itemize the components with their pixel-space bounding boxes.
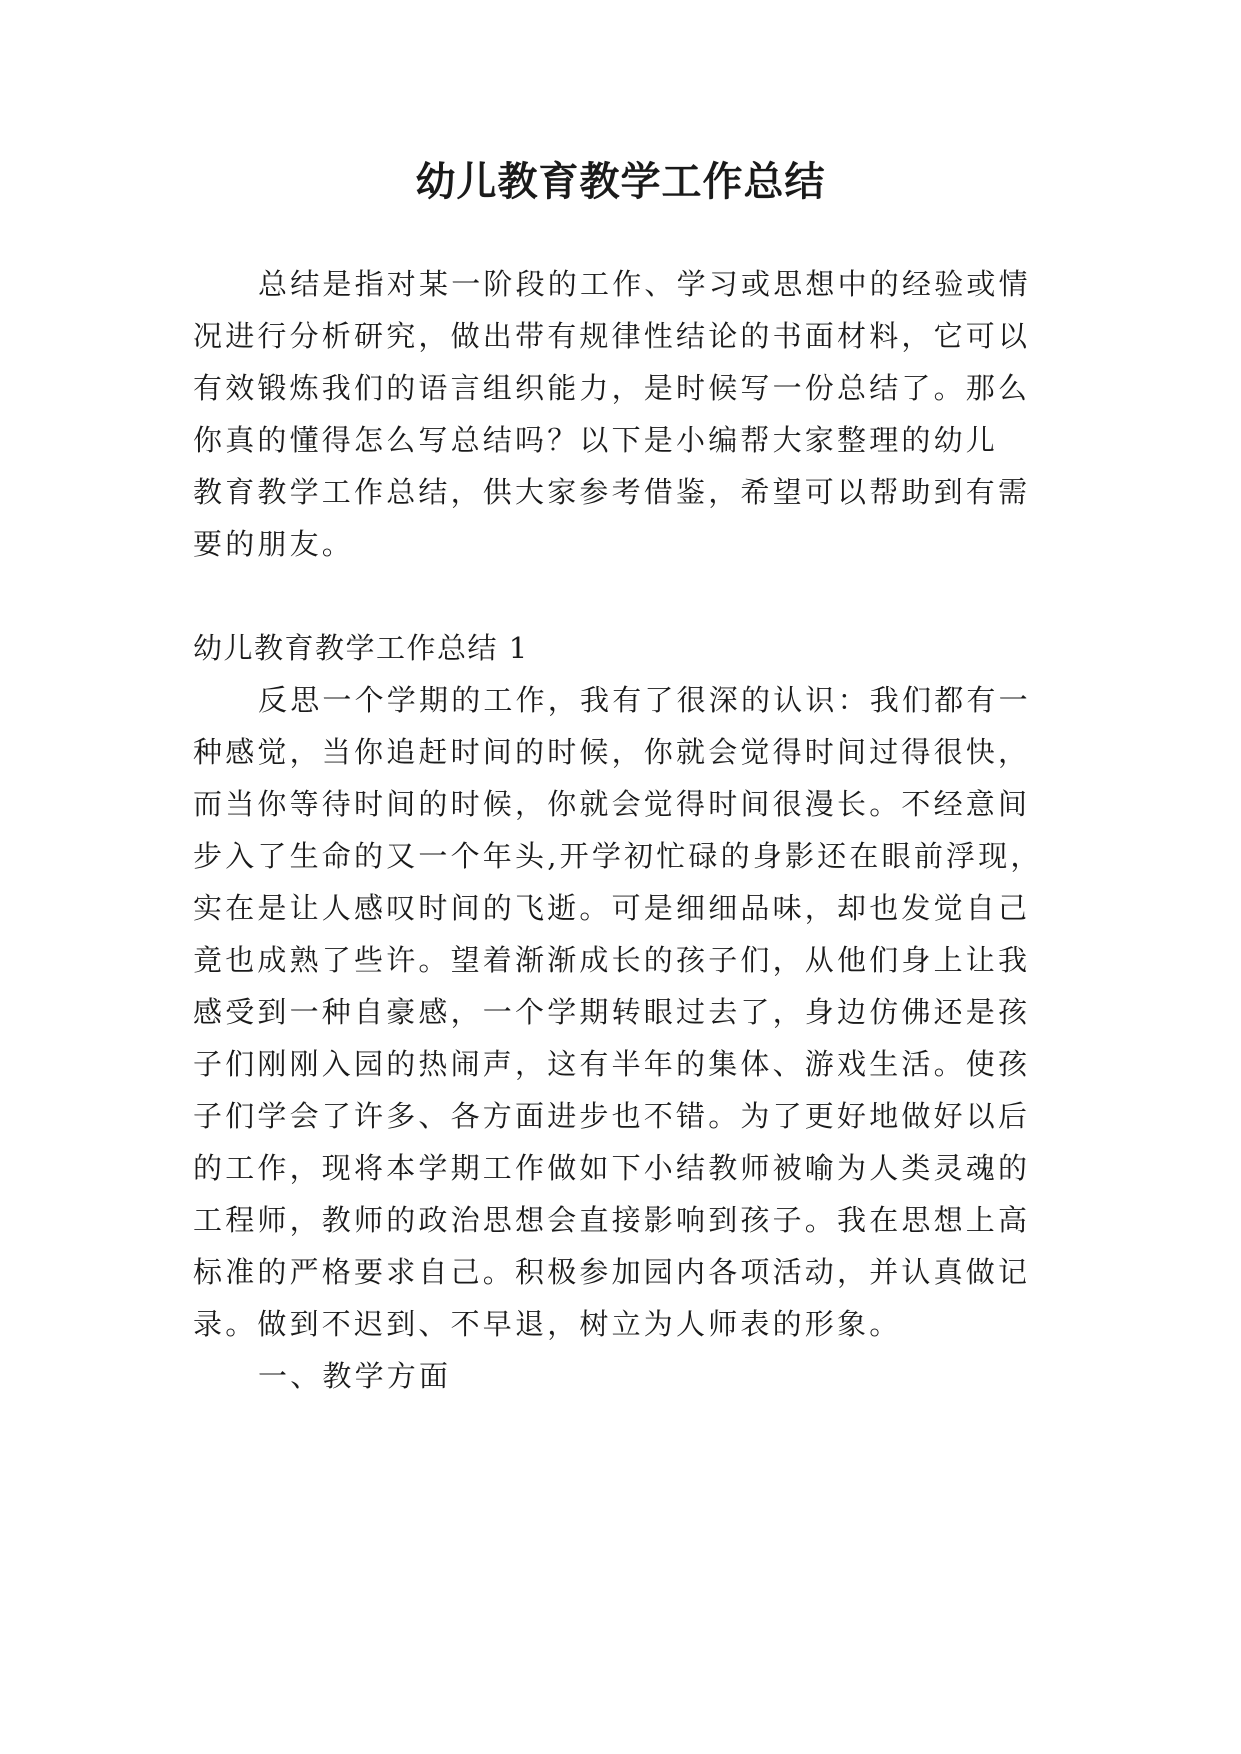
body-line: 的工作，现将本学期工作做如下小结教师被喻为人类灵魂的 — [193, 1151, 1031, 1185]
intro-line: 有效锻炼我们的语言组织能力，是时候写一份总结了。那么 — [193, 371, 1031, 405]
body-line: 步入了生命的又一个年头,开学初忙碌的身影还在眼前浮现， — [193, 839, 1043, 873]
body-line: 工程师，教师的政治思想会直接影响到孩子。我在思想上高 — [193, 1203, 1031, 1237]
intro-line: 况进行分析研究，做出带有规律性结论的书面材料，它可以 — [193, 319, 1031, 353]
body-line: 反思一个学期的工作，我有了很深的认识：我们都有一 — [258, 683, 1031, 717]
body-line: 竟也成熟了些许。望着渐渐成长的孩子们，从他们身上让我 — [193, 943, 1031, 977]
body-line: 标准的严格要求自己。积极参加园内各项活动，并认真做记 — [193, 1255, 1031, 1289]
intro-line: 教育教学工作总结，供大家参考借鉴，希望可以帮助到有需 — [193, 475, 1031, 509]
section-heading: 幼儿教育教学工作总结 1 — [193, 631, 529, 665]
body-line: 子们刚刚入园的热闹声，这有半年的集体、游戏生活。使孩 — [193, 1047, 1031, 1081]
intro-line: 总结是指对某一阶段的工作、学习或思想中的经验或情 — [258, 267, 1031, 301]
body-line: 子们学会了许多、各方面进步也不错。为了更好地做好以后 — [193, 1099, 1031, 1133]
body-line: 实在是让人感叹时间的飞逝。可是细细品味，却也发觉自己 — [193, 891, 1031, 925]
body-line: 感受到一种自豪感，一个学期转眼过去了，身边仿佛还是孩 — [193, 995, 1031, 1029]
document-title: 幼儿教育教学工作总结 — [415, 158, 826, 205]
body-line: 录。做到不迟到、不早退，树立为人师表的形象。 — [193, 1307, 902, 1341]
body-line: 种感觉，当你追赶时间的时候，你就会觉得时间过得很快， — [193, 735, 1031, 769]
intro-line: 你真的懂得怎么写总结吗？以下是小编帮大家整理的幼儿 — [193, 423, 999, 457]
body-line: 而当你等待时间的时候，你就会觉得时间很漫长。不经意间 — [193, 787, 1031, 821]
intro-line: 要的朋友。 — [193, 527, 355, 561]
subheading: 一、教学方面 — [258, 1359, 452, 1393]
